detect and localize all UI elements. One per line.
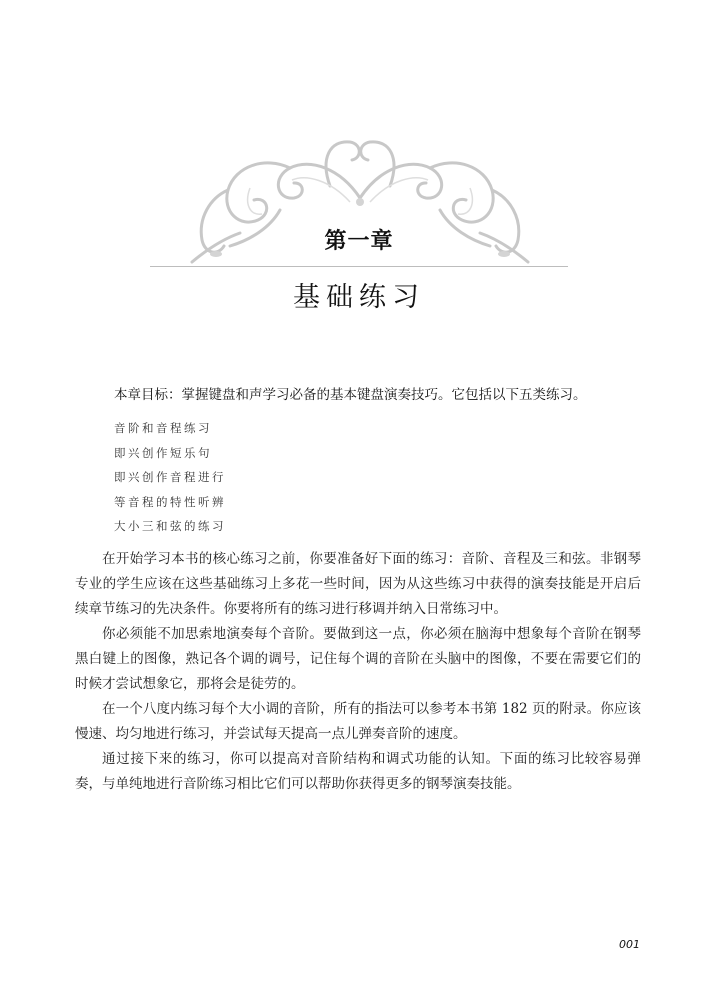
chapter-title: 基础练习 [293,282,425,313]
page-number: 001 [619,938,640,951]
chapter-goal: 本章目标：掌握键盘和声学习必备的基本键盘演奏技巧。它包括以下五类练习。 [114,387,587,403]
exercise-item: 即兴创作音程进行 [114,470,226,484]
exercise-item: 大小三和弦的练习 [114,519,226,533]
chapter-divider [150,266,568,267]
body-text [75,547,641,797]
paragraph: 在开始学习本书的核心练习之前，你要准备好下面的练习：音阶、音程及三和弦。非钢琴专业的学生应该在这些基础练习上多花一些时间，因为从这些练习中获得的演奏技能是开启后续章节练习的先决条件。你要将所有的练习进行移调并纳入日常练习中。 [75,551,641,617]
exercise-item: 等音程的特性听辨 [114,494,226,509]
exercise-list [114,416,226,539]
paragraph: 在一个八度内练习每个大小调的音阶，所有的指法可以参考本书第 182 页的附录。你应该慢速、均匀地进行练习，并尝试每天提高一点儿弹奏音阶的速度。 [75,701,641,742]
chapter-label: 第一章 [324,229,394,254]
paragraph: 通过接下来的练习，你可以提高对音阶结构和调式功能的认知。下面的练习比较容易弹奏，与单纯地进行音阶练习相比它们可以帮助你获得更多的钢琴演奏技能。 [75,751,641,792]
exercise-item: 即兴创作短乐句 [114,445,212,460]
exercise-item: 音阶和音程练习 [114,421,212,435]
paragraph: 你必须能不加思索地演奏每个音阶。要做到这一点，你必须在脑海中想象每个音阶在钢琴黑白键上的图像，熟记各个调的调号，记住每个调的音阶在头脑中的图像，不要在需要它们的时候才尝试想象它，那将会是徒劳的。 [75,626,641,692]
